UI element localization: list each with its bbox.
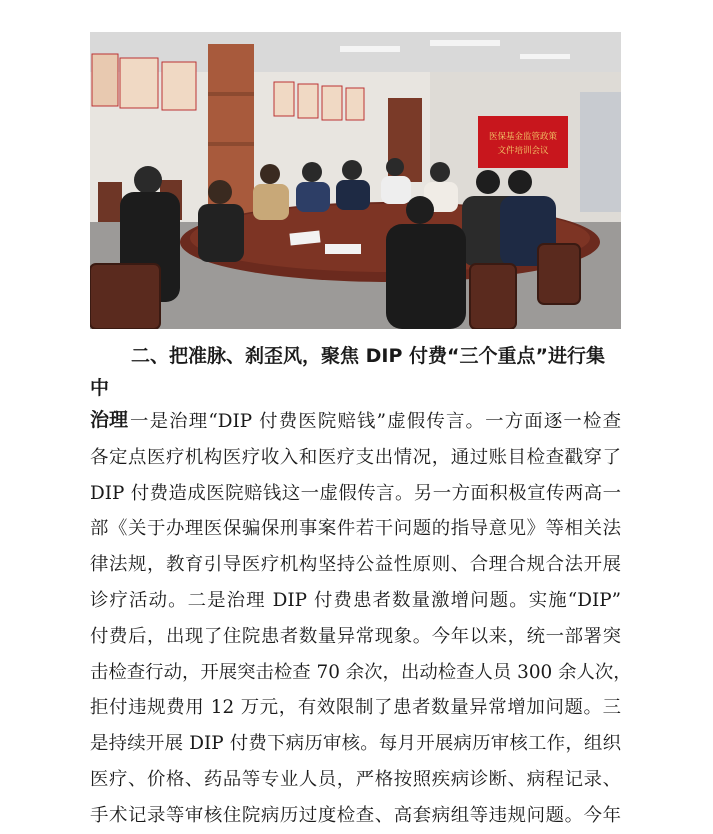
sign-line-2: 文件培训会议 [497,146,549,156]
body-line: 一是治理“DIP 付费医院赔钱”虚假传言。一方面逐一检查 [130,411,621,432]
body-line: 付费后，出现了住院患者数量异常现象。今年以来，统一部署突 [90,625,621,647]
sign-line-1: 医保基金监管政策 [488,132,558,142]
heading-line-2: 治理 [90,409,129,431]
body-line: 部《关于办理医保骗保刑事案件若干问题的指导意见》等相关法 [90,518,621,540]
body-paragraph [90,404,632,834]
body-line: 医疗、价格、药品等专业人员，严格按照疾病诊断、病程记录、 [90,768,621,790]
heading-line-1: 二、把准脉、刹歪风，聚焦 DIP 付费“三个重点”进行集中 [90,345,605,399]
body-line: 拒付违规费用 12 万元，有效限制了患者数量异常增加问题。三 [90,697,621,719]
body-line: 各定点医疗机构医疗收入和医疗支出情况，通过账目检查戳穿了 [90,446,621,468]
meeting-sign [478,116,568,168]
body-line: 律法规，教育引导医疗机构坚持公益性原则、合理合规合法开展 [90,554,621,576]
body-line: 手术记录等审核住院病历过度检查、高套病组等违规问题。今年 [90,804,621,826]
body-line: 诊疗活动。二是治理 DIP 付费患者数量激增问题。实施“DIP” [90,589,621,611]
body-line: DIP 付费造成医院赔钱这一虚假传言。另一方面积极宣传两高一 [90,482,621,504]
body-line: 是持续开展 DIP 付费下病历审核。每月开展病历审核工作，组织 [90,733,621,755]
meeting-photo-illustration [90,32,621,329]
meeting-photo [90,32,621,329]
body-line: 击检查行动，开展突击检查 70 余次，出动检查人员 300 余人次， [90,661,632,683]
